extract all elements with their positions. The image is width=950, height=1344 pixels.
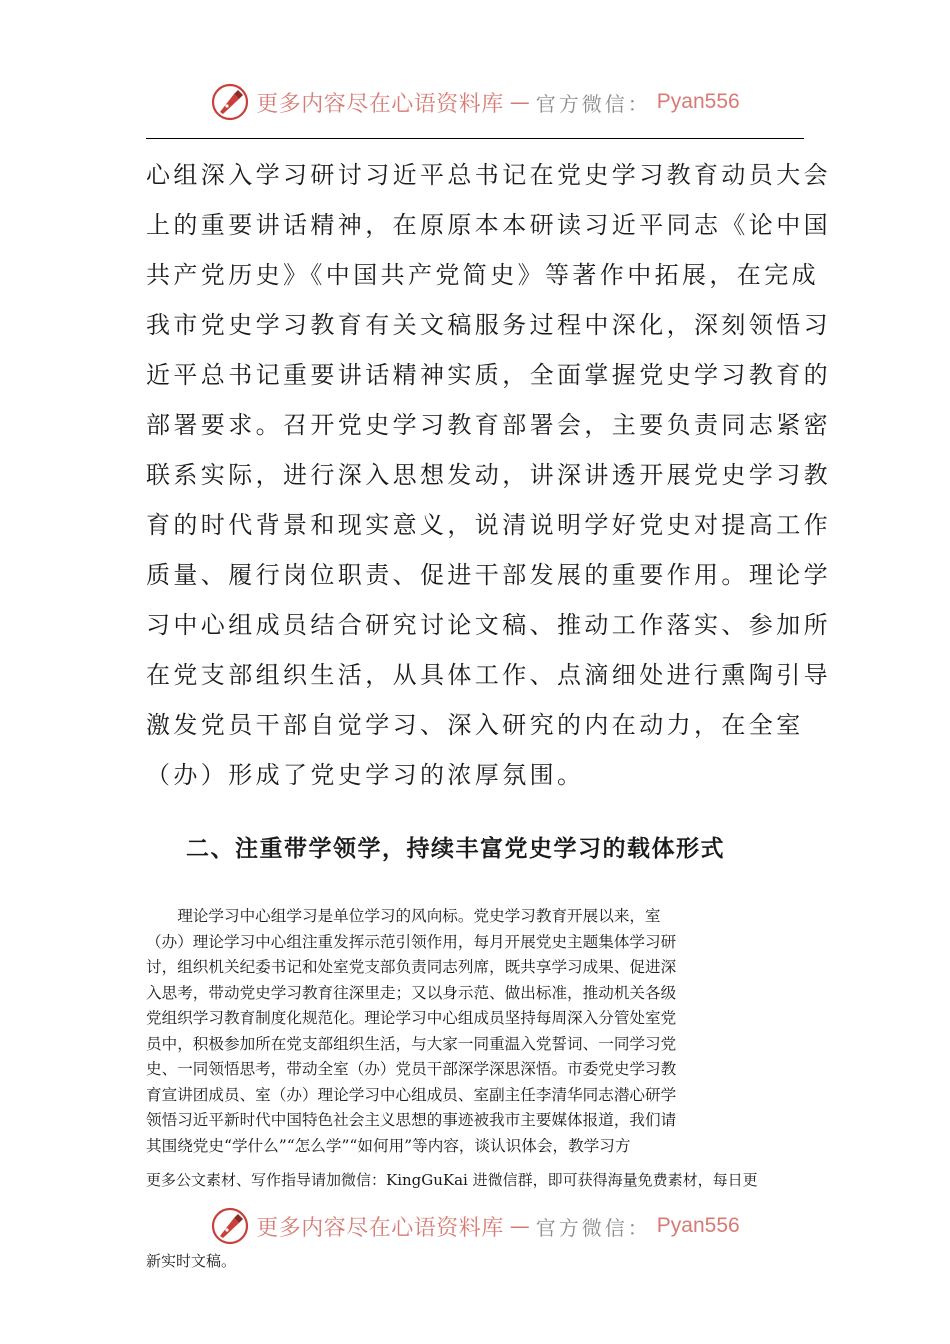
body-line: 育的时代背景和现实意义，说清说明学好党史对提高工作: [146, 511, 831, 539]
brand-wechat-label: 官方微信：: [535, 91, 651, 116]
brand-separator: —: [509, 90, 530, 114]
section-line: 员中，积极参加所在党支部组织生活，与大家一同重温入党誓词、一同学习党: [146, 1034, 677, 1053]
section-line: 入思考，带动党史学习教育往深里走；又以身示范、做出标准，推动机关各级: [146, 983, 677, 1002]
section-line: 领悟习近平新时代中国特色社会主义思想的事迹被我市主要媒体报道，我们请: [146, 1111, 677, 1129]
body-line: 心组深入学习研讨习近平总书记在党史学习教育动员大会: [146, 161, 831, 189]
body-line: 我市党史学习教育有关文稿服务过程中深化，深刻领悟习: [146, 311, 831, 339]
footer-banner: [0, 1206, 950, 1246]
body-line: （办）形成了党史学习的浓厚氛围。: [146, 761, 585, 789]
section-line: 其围绕党史“学什么”“怎么学”“如何用”等内容，谈认识体会，教学习方: [146, 1136, 631, 1155]
section-line: 党组织学习教育制度化规范化。理论学习中心组成员坚持每周深入分管处室党: [146, 1009, 677, 1027]
body-line: 在党支部组织生活，从具体工作、点滴细处进行熏陶引导: [146, 661, 831, 689]
section-line: 育宣讲团成员、室（办）理论学习中心组成员、室副主任李清华同志潜心研学: [146, 1085, 677, 1104]
body-line: 习中心组成员结合研究讨论文稿、推动工作落实、参加所: [146, 611, 831, 639]
body-paragraph: [146, 150, 831, 800]
body-line: 部署要求。召开党史学习教育部署会，主要负责同志紧密: [146, 411, 831, 439]
body-line: 激发党员干部自觉学习、深入研究的内在动力，在全室: [146, 711, 804, 739]
body-line: 近平总书记重要讲话精神实质，全面掌握党史学习教育的: [146, 361, 831, 389]
pen-nib-icon: [210, 1206, 250, 1246]
brand-separator: —: [509, 1214, 530, 1238]
footer-tail: 新实时文稿。: [146, 1252, 237, 1270]
pen-nib-icon: [210, 82, 250, 122]
section-paragraph: [146, 904, 810, 1159]
section-line: 讨，组织机关纪委书记和处室党支部负责同志列席，既共享学习成果、促进深: [146, 958, 677, 976]
brand-name: 更多内容尽在心语资料库: [256, 1215, 504, 1241]
section-heading: 二、注重带学领学，持续丰富党史学习的载体形式: [186, 836, 725, 862]
body-line: 共产党历史》《中国共产党简史》等著作中拓展，在完成: [146, 261, 819, 289]
brand-wechat-id: Pyan556: [656, 1214, 740, 1237]
header-divider: [146, 138, 804, 139]
brand-wechat-id: Pyan556: [656, 90, 740, 113]
brand-wechat-label: 官方微信：: [535, 1215, 651, 1240]
body-line: 上的重要讲话精神，在原原本本研读习近平同志《论中国: [146, 211, 831, 239]
section-line: （办）理论学习中心组注重发挥示范引领作用，每月开展党史主题集体学习研: [146, 932, 677, 951]
section-line: 理论学习中心组学习是单位学习的风向标。党史学习教育开展以来，室: [146, 907, 661, 925]
footer-note: 更多公文素材、写作指导请加微信：KingGuKai 进微信群，即可获得海量免费素材，每日更: [146, 1171, 758, 1189]
body-line: 质量、履行岗位职责、促进干部发展的重要作用。理论学: [146, 561, 831, 589]
body-line: 联系实际，进行深入思想发动，讲深讲透开展党史学习教: [146, 461, 831, 489]
brand-name: 更多内容尽在心语资料库: [256, 91, 504, 117]
header-banner: [0, 82, 950, 122]
section-line: 史、一同领悟思考，带动全室（办）党员干部深学深思深悟。市委党史学习教: [146, 1060, 677, 1078]
